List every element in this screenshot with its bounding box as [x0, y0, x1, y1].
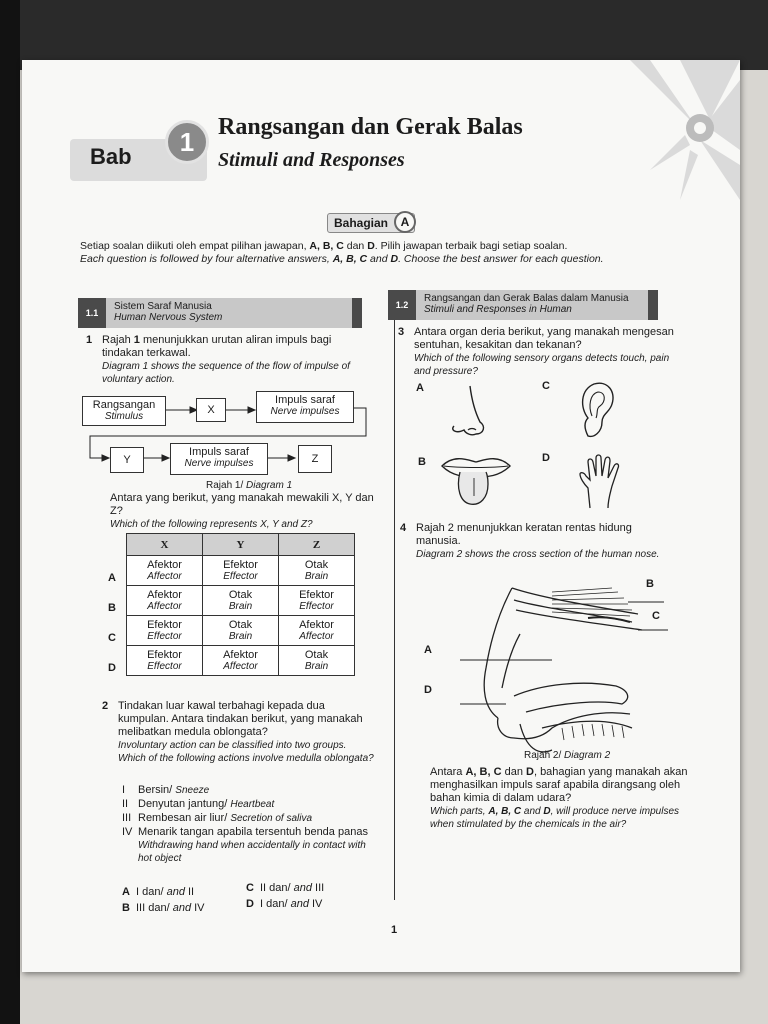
page-number: 1	[391, 924, 398, 936]
nose-icon	[446, 382, 506, 438]
statement-ii: II Denyutan jantung/ Heartbeat	[122, 798, 275, 810]
option-label-c: C	[108, 632, 116, 644]
table-cell: Efektor Effector	[203, 556, 279, 586]
diagram-label-b: B	[646, 578, 654, 590]
question-4	[400, 522, 678, 561]
question-1-text-ms: Rajah 1 menunjukkan urutan aliran impuls bagi tindakan terkawal.	[102, 334, 332, 359]
table-cell: Efektor Effector	[127, 646, 203, 676]
hand-icon	[576, 454, 626, 510]
table-row	[127, 586, 355, 616]
instructions-en: Each question is followed by four alternative answers, A, B, C and D. Choose the best answer for each question.	[80, 253, 604, 265]
question-1-text-en: Diagram 1 shows the sequence of the flow of impulse of voluntary action.	[102, 361, 350, 385]
decorative-corner-graphic	[590, 60, 740, 200]
header-y: Y	[203, 534, 279, 556]
topic-bar-1-1	[78, 298, 362, 328]
table-cell: Efektor Effector	[279, 586, 355, 616]
table-cell: Otak Brain	[203, 586, 279, 616]
header-z: Z	[279, 534, 355, 556]
answer-d: D I dan/ and IV	[246, 898, 323, 910]
option-label-a: A	[416, 382, 424, 394]
question-number: 4	[400, 522, 407, 534]
answer-c: C II dan/ and III	[246, 882, 325, 894]
table-cell: Afektor Affector	[203, 646, 279, 676]
nose-cross-section-diagram	[402, 578, 682, 758]
question-4-ask	[430, 766, 690, 831]
question-4-ask-ms: Antara A, B, C dan D, bahagian yang manakah akan menghasilkan impuls saraf apabila dirangsang oleh bahan kimia di dalam udara?	[430, 766, 688, 804]
chapter-title: Rangsangan dan Gerak Balas	[218, 114, 523, 140]
question-1-ask	[110, 492, 380, 531]
question-3-text-ms: Antara organ deria berikut, yang manakah mengesan sentuhan, kesakitan dan tekanan?	[414, 326, 674, 351]
question-1-ask-ms: Antara yang berikut, yang manakah mewakili X, Y dan Z?	[110, 492, 374, 517]
flow-box-x: X	[196, 398, 226, 422]
options-table-header	[127, 534, 355, 556]
diagram-1-caption: Rajah 1/ Diagram 1	[206, 480, 293, 491]
question-1	[86, 334, 372, 386]
table-cell: Afektor Affector	[279, 616, 355, 646]
question-number: 1	[86, 334, 93, 346]
question-3-text-en: Which of the following sensory organs detects touch, pain and pressure?	[414, 353, 670, 377]
scan-background-left	[0, 0, 20, 1024]
chapter-subtitle: Stimuli and Responses	[218, 149, 405, 171]
topic-title-en: Human Nervous System	[114, 312, 223, 323]
topic-number: 1.2	[388, 290, 416, 320]
flow-box-stimulus: Rangsangan Stimulus	[82, 396, 166, 426]
topic-number: 1.1	[78, 298, 106, 328]
diagram-label-d: D	[424, 684, 432, 696]
statement-i: I Bersin/ Sneeze	[122, 784, 210, 796]
diagram-2-caption: Rajah 2/ Diagram 2	[524, 750, 611, 761]
flow-box-z: Z	[298, 445, 332, 473]
flow-box-y: Y	[110, 447, 144, 473]
question-4-text-ms: Rajah 2 menunjukkan keratan rentas hidung manusia.	[416, 522, 632, 547]
table-cell: Efektor Effector	[127, 616, 203, 646]
section-label: Bahagian	[334, 216, 389, 230]
table-cell: Otak Brain	[279, 556, 355, 586]
option-label-d: D	[108, 662, 116, 674]
options-table	[126, 533, 355, 676]
header-x: X	[127, 534, 203, 556]
table-row	[127, 616, 355, 646]
tongue-icon	[438, 454, 514, 510]
ear-icon	[574, 378, 620, 440]
question-2	[102, 700, 376, 765]
topic-title-ms: Sistem Saraf Manusia	[114, 301, 212, 312]
statement-iii: III Rembesan air liur/ Secretion of saliva	[122, 812, 313, 824]
answer-a: A I dan/ and II	[122, 886, 195, 898]
table-cell: Otak Brain	[279, 646, 355, 676]
question-4-text-en: Diagram 2 shows the cross section of the human nose.	[416, 549, 660, 560]
instructions	[80, 240, 680, 266]
question-number: 3	[398, 326, 405, 338]
question-4-ask-en: Which parts, A, B, C and D, will produce nerve impulses when stimulated by the chemicals in the air?	[430, 806, 680, 830]
option-label-b: B	[418, 456, 426, 468]
question-3	[398, 326, 680, 378]
question-1-ask-en: Which of the following represents X, Y and Z?	[110, 519, 313, 530]
question-number: 2	[102, 700, 109, 712]
table-row	[127, 646, 355, 676]
flow-box-nerve-impulse-2: Impuls saraf Nerve impulses	[170, 443, 268, 475]
table-cell: Afektor Affector	[127, 586, 203, 616]
diagram-label-c: C	[652, 610, 660, 622]
diagram-label-a: A	[424, 644, 432, 656]
option-label-d: D	[542, 452, 550, 464]
table-cell: Afektor Affector	[127, 556, 203, 586]
option-label-c: C	[542, 380, 550, 392]
flow-box-nerve-impulse-1: Impuls saraf Nerve impulses	[256, 391, 354, 423]
section-letter: A	[394, 211, 416, 233]
topic-title-en: Stimuli and Responses in Human	[424, 304, 572, 315]
chapter-number-badge: 1	[165, 120, 209, 164]
option-label-a: A	[108, 572, 116, 584]
column-divider	[394, 290, 395, 900]
table-cell: Otak Brain	[203, 616, 279, 646]
option-label-b: B	[108, 602, 116, 614]
statement-iv: IV Menarik tangan apabila tersentuh benda panas Withdrawing hand when accidentally in contact with hot object	[122, 826, 368, 864]
topic-bar-1-2	[388, 290, 658, 320]
chapter-tab-label: Bab	[90, 144, 132, 169]
instructions-ms: Setiap soalan diikuti oleh empat pilihan jawapan, A, B, C dan D. Pilih jawapan terbaik bagi setiap soalan.	[80, 240, 568, 252]
topic-title-ms: Rangsangan dan Gerak Balas dalam Manusia	[424, 293, 629, 304]
section-badge	[327, 213, 415, 233]
table-row	[127, 556, 355, 586]
question-2-text-en: Involuntary action can be classified into two groups. Which of the following actions involve medulla oblongata?	[118, 740, 374, 764]
worksheet-page	[22, 60, 740, 972]
question-2-text-ms: Tindakan luar kawal terbahagi kepada dua kumpulan. Antara tindakan berikut, yang manakah melibatkan medula oblongata?	[118, 700, 363, 738]
answer-b: B III dan/ and IV	[122, 902, 205, 914]
